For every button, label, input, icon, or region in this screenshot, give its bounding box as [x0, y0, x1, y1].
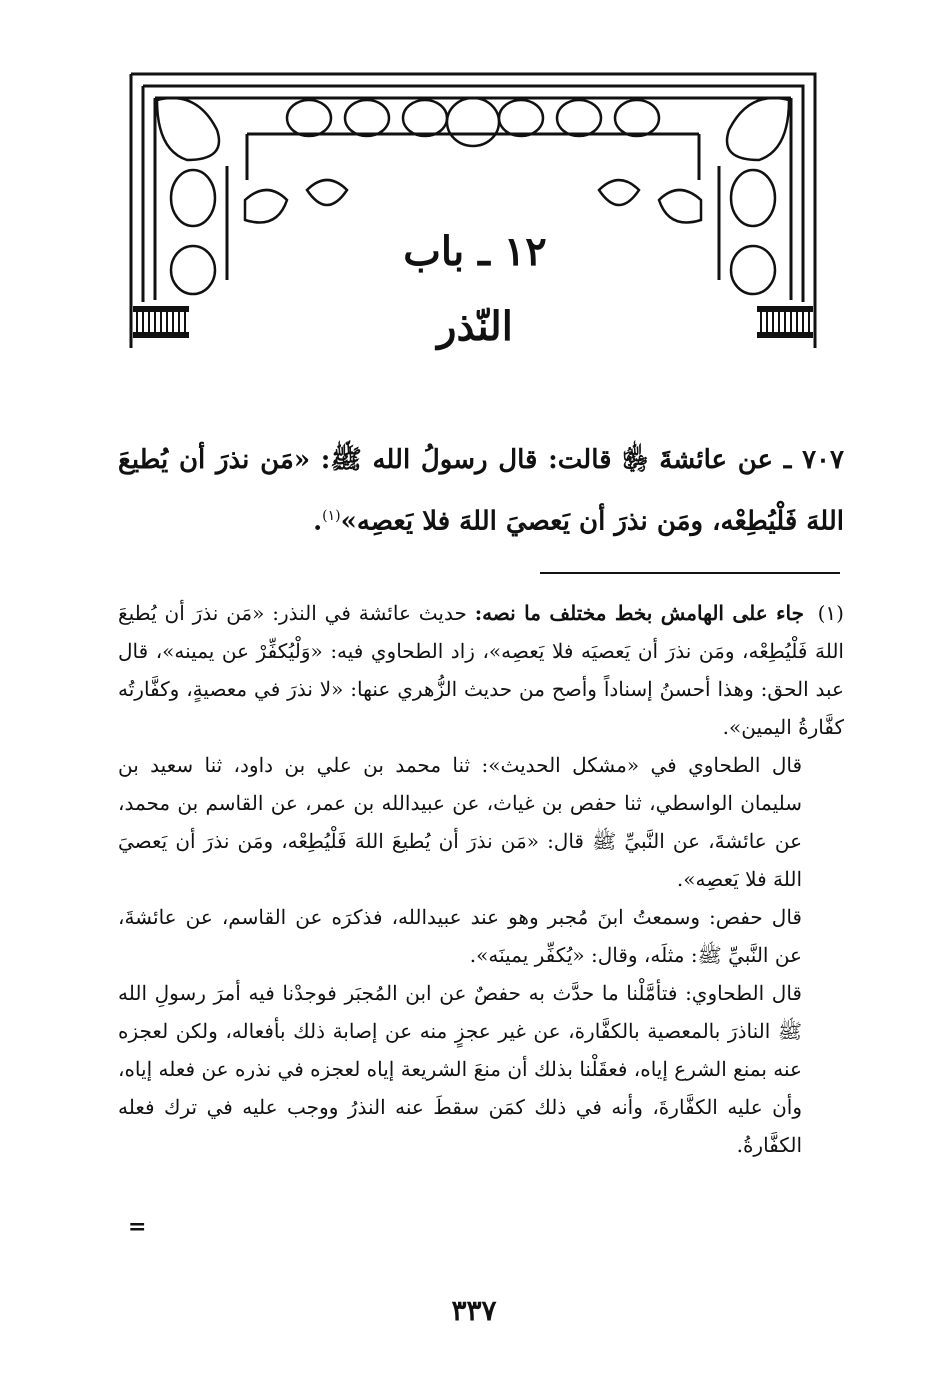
footnote-paragraph-2: قال الطحاوي في «مشكل الحديث»: ثنا محمد بن علي بن داود، ثنا سعيد بن سليمان الواسطي، ثنا حفص بن غياث، عن عبيدالله بن عمر، عن القاسم بن محمد، عن عائشةَ، عن النَّبيِّ ﷺ قال: «مَن نذرَ أن يُطيعَ اللهَ فَلْيُطِعْه، ومَن نذرَ أن يَعصيَ اللهَ فلا يَعصِه». [118, 753, 802, 891]
footnote-separator [540, 572, 840, 574]
page-number: ٣٣٧ [451, 1294, 497, 1327]
footnote-lead: جاء على الهامش بخط مختلف ما نصه: [474, 601, 804, 625]
hadith-text [118, 432, 844, 550]
footnote-paragraph-1 [118, 594, 844, 746]
chapter-title: النّذر [437, 303, 513, 350]
footnote-paragraph-3: قال حفص: وسمعتُ ابنَ مُجبر وهو عند عبيدالله، فذكرَه عن القاسم، عن عائشةَ، عن النَّبيِّ ﷺ: مثلَه، وقال: «يُكفِّر يمينَه». [118, 905, 802, 967]
footnote-number: (١) [817, 601, 844, 625]
footnote-paragraph-4: قال الطحاوي: فتأمَّلْنا ما حدَّث به حفصٌ عن ابن المُجبَر فوجدْنا فيه أمرَ رسولِ الله ﷺ الناذرَ بالمعصية بالكفَّارة، عن غير عجزٍ منه عن إصابة ذلك بأفعاله، ولكن لعجزه عنه بمنع الشرع إياه، فعقَلْنا بذلك أن منعَ الشريعة إياه لعجزه في نذره عن فعله إياه، وأن عليه الكفَّارةَ، وأنه في ذلك كمَن سقطَ عنه النذرُ ووجب عليه في ترك فعله الكفَّارةُ. [118, 981, 802, 1157]
hadith-end: . [313, 506, 323, 537]
hadith-body: ٧٠٧ ـ عن عائشةَ ﵂ قالت: قال رسولُ الله ﷺ: «مَن نذرَ أن يُطيعَ اللهَ فَلْيُطِعْه، ومَن نذرَ أن يَعصيَ اللهَ فلا يَعصِه» [118, 445, 844, 537]
continuation-mark: = [128, 1214, 147, 1240]
footnote-text-1: حديث عائشة في النذر: «مَن نذرَ أن يُطيعَ اللهَ فَلْيُطِعْه، ومَن نذرَ أن يَعصيَه فلا يَعصِه»، زاد الطحاوي فيه: «وَلْيُكفِّرْ عن يمينه»، قال عبد الحق: وهذا أحسنُ إسناداً وأصح من حديث الزُّهري عنها: «لا نذرَ في معصيةٍ، وكفَّارتُه كفَّارةُ اليمين». [118, 601, 844, 739]
chapter-heading: ١٢ ـ باب [403, 228, 547, 275]
footnotes [118, 594, 844, 1164]
footnote-reference: (١) [322, 508, 341, 524]
